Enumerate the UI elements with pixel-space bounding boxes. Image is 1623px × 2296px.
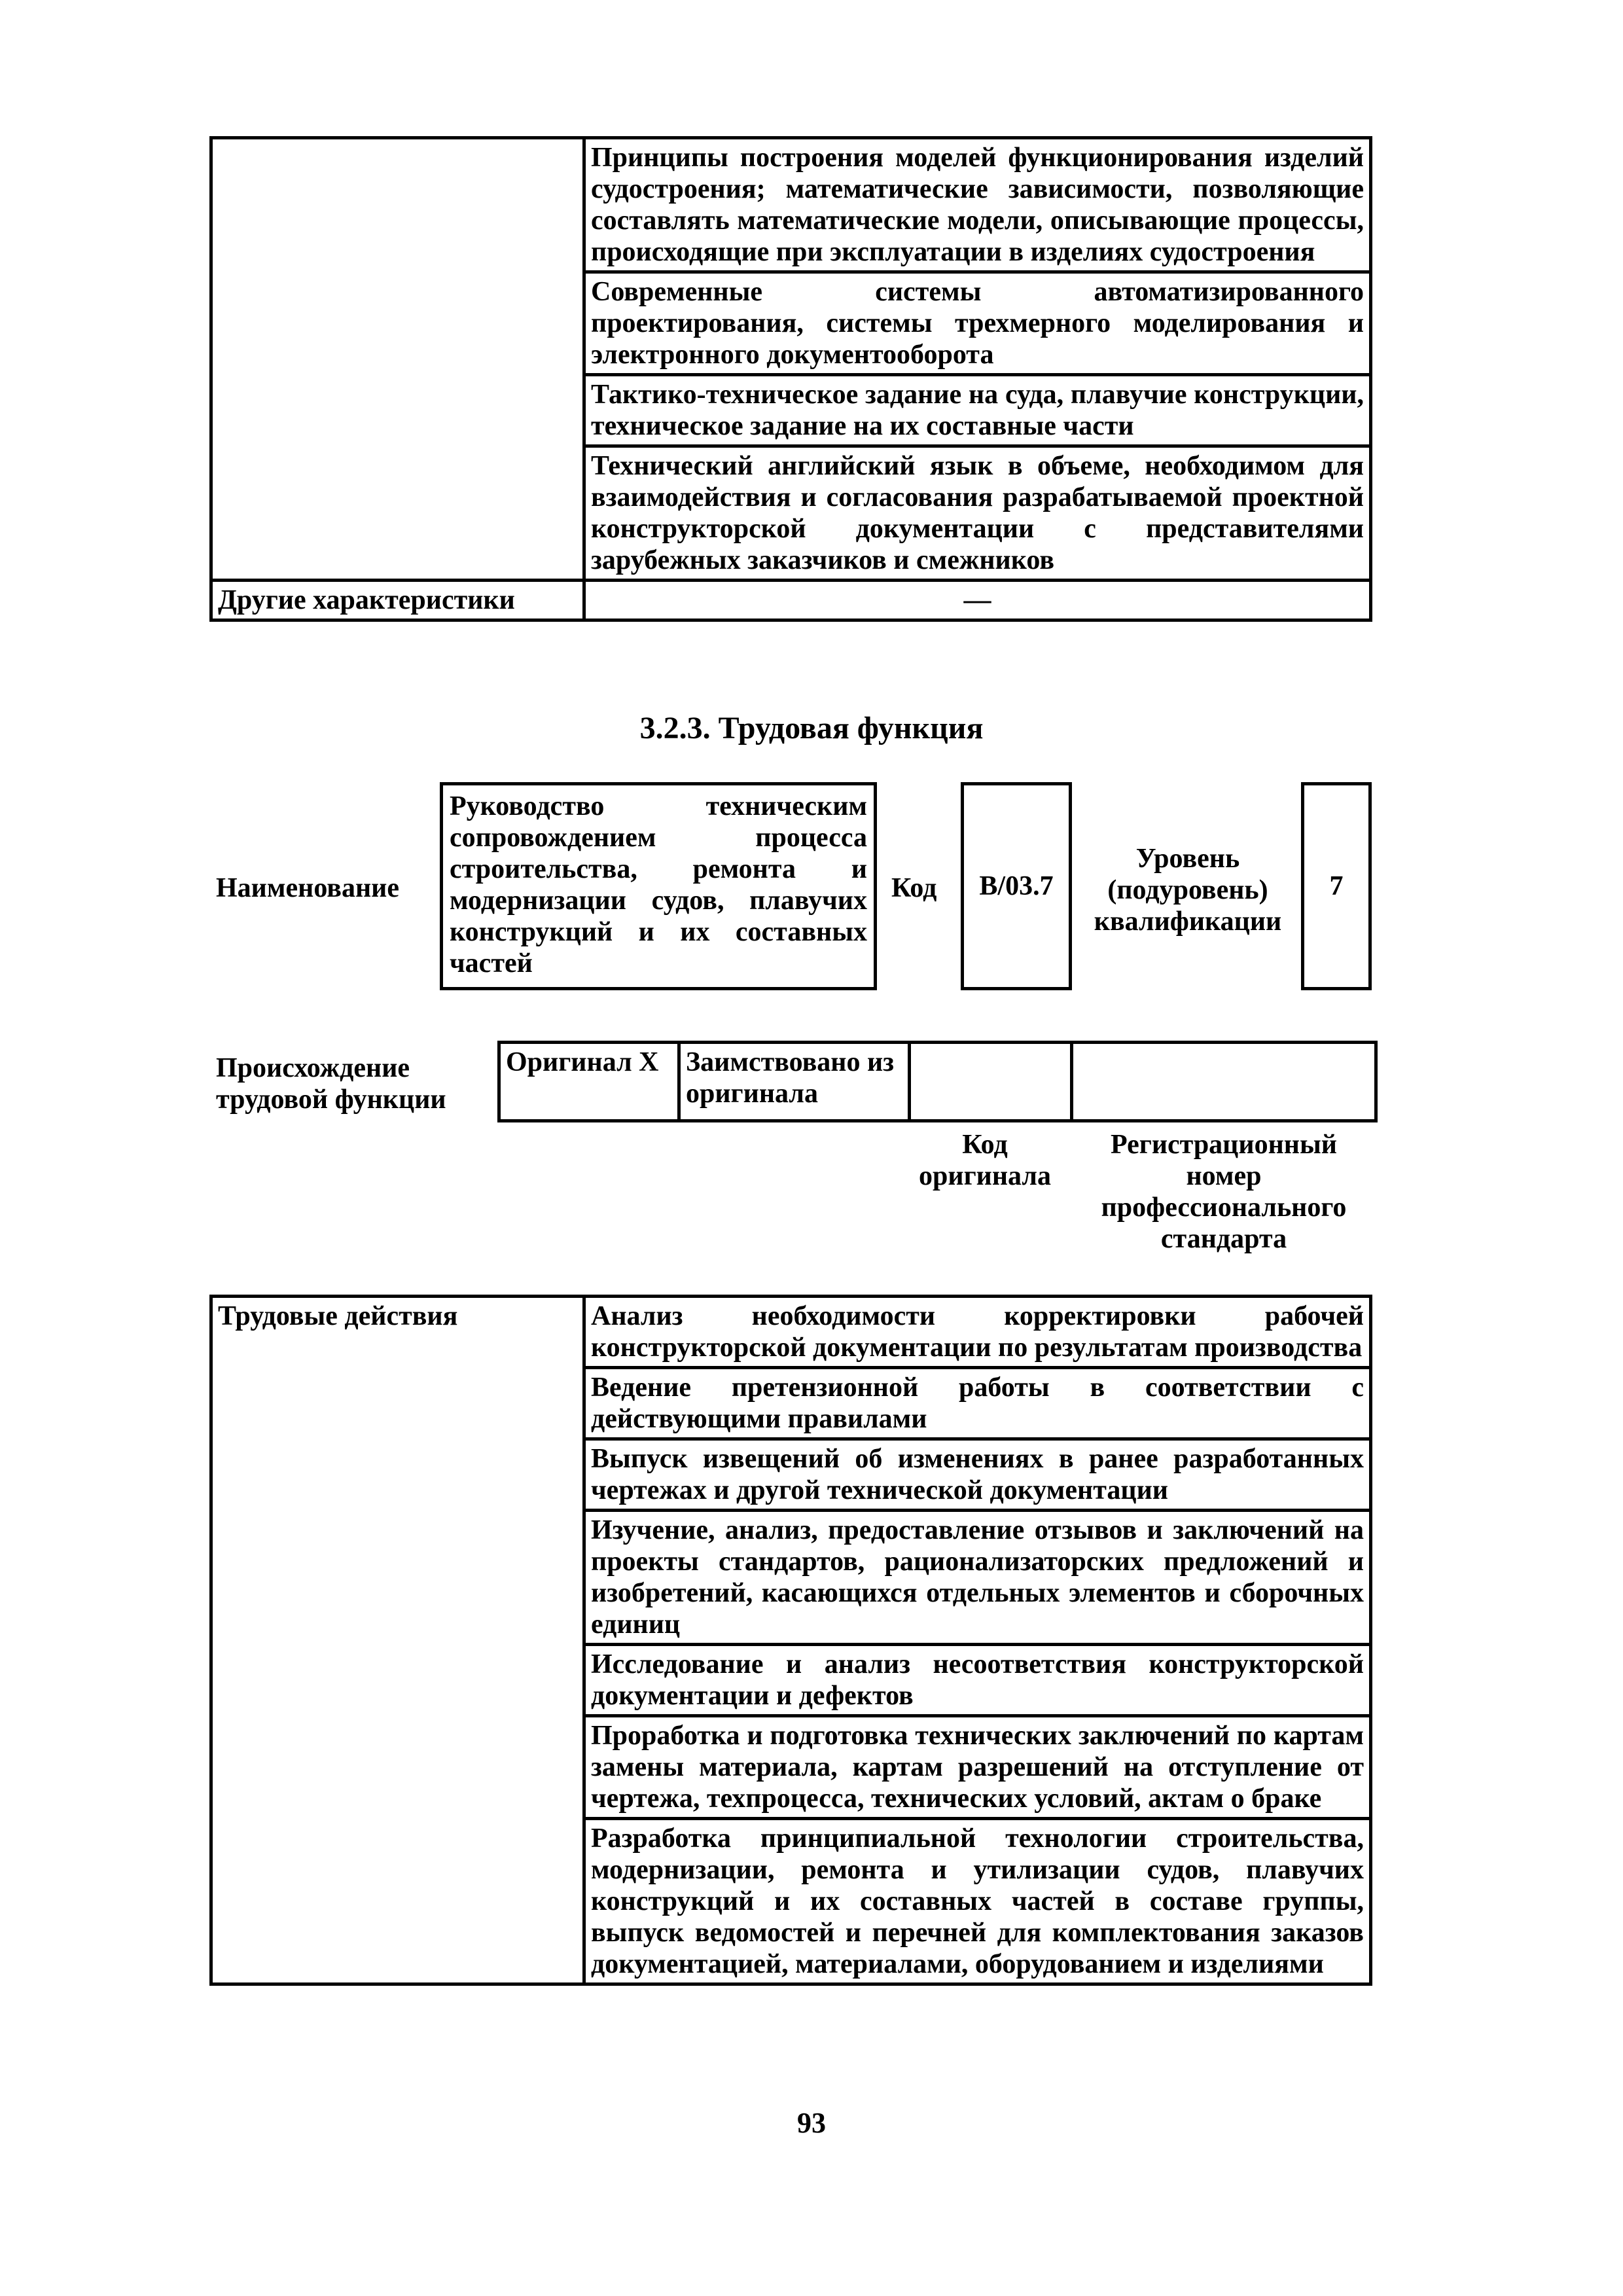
knowledge-label-cell — [211, 138, 584, 581]
code-label: Код — [891, 873, 937, 903]
original-cell: Оригинал X — [499, 1043, 679, 1121]
labour-action-item: Исследование и анализ несоответствия конструкторской документации и дефектов — [584, 1645, 1371, 1716]
labour-action-item: Анализ необходимости корректировки рабочей конструкторской документации по результатам производства — [584, 1297, 1371, 1368]
code-value: В/03.7 — [979, 871, 1054, 901]
origin-code-caption: Код оригинала — [919, 1130, 1051, 1191]
section-title: 3.2.3. Трудовая функция — [639, 711, 984, 745]
labour-action-item: Изучение, анализ, предоставление отзывов и заключений на проекты стандартов, рационализаторских предложений и изобретений, касающихся отдельных элементов и сборочных единиц — [584, 1511, 1371, 1645]
knowledge-item: Тактико-техническое задание на суда, плавучие конструкции, техническое задание на их составные части — [584, 375, 1371, 446]
borrowed-cell: Заимствовано из оригинала — [679, 1043, 910, 1121]
knowledge-item: Современные системы автоматизированного проектирования, системы трехмерного моделирования и электронного документооборота — [584, 272, 1371, 375]
knowledge-item: Технический английский язык в объеме, необходимом для взаимодействия и согласования разрабатываемой проектной конструкторской документации с представителями зарубежных заказчиков и смежников — [584, 446, 1371, 581]
knowledge-item: Принципы построения моделей функционирования изделий судостроения; математические зависимости, позволяющие составлять математические модели, описывающие процессы, происходящие при эксплуатации в изделиях судостроения — [584, 138, 1371, 272]
level-label: Уровень (подуровень) квалификации — [1094, 844, 1282, 937]
code-box — [961, 782, 1072, 990]
origin-table — [497, 1041, 1378, 1122]
registration-number-cell — [1072, 1043, 1376, 1121]
function-name-box — [440, 782, 877, 990]
level-box — [1301, 782, 1372, 990]
knowledge-table — [209, 136, 1372, 622]
origin-label: Происхождение трудовой функции — [216, 1053, 446, 1115]
labour-action-item: Разработка принципиальной технологии строительства, модернизации, ремонта и утилизации судов, плавучих конструкций и их составных частей в составе группы, выпуск ведомостей и перечней для комплектования заказов документацией, материалами, оборудованием и изделиями — [584, 1819, 1371, 1984]
page-number: 93 — [797, 2107, 826, 2139]
labour-actions-table — [209, 1295, 1372, 1986]
labour-actions-label: Трудовые действия — [211, 1297, 584, 1984]
name-label: Наименование — [216, 873, 399, 903]
origin-code-cell — [910, 1043, 1072, 1121]
labour-action-item: Проработка и подготовка технических заключений по картам замены материала, картам разрешений на отступление от чертежа, техпроцесса, технических условий, актам о браке — [584, 1716, 1371, 1819]
labour-action-item: Выпуск извещений об изменениях в ранее разработанных чертежах и другой технической документации — [584, 1439, 1371, 1511]
function-name-value: Руководство техническим сопровождением процесса строительства, ремонта и модернизации судов, плавучих конструкций и их составных частей — [450, 791, 867, 978]
registration-caption: Регистрационный номер профессионального стандарта — [1101, 1130, 1347, 1254]
labour-action-item: Ведение претензионной работы в соответствии с действующими правилами — [584, 1368, 1371, 1439]
other-characteristics-label: Другие характеристики — [211, 581, 584, 620]
other-characteristics-value: — — [584, 581, 1371, 620]
level-value: 7 — [1329, 871, 1344, 901]
